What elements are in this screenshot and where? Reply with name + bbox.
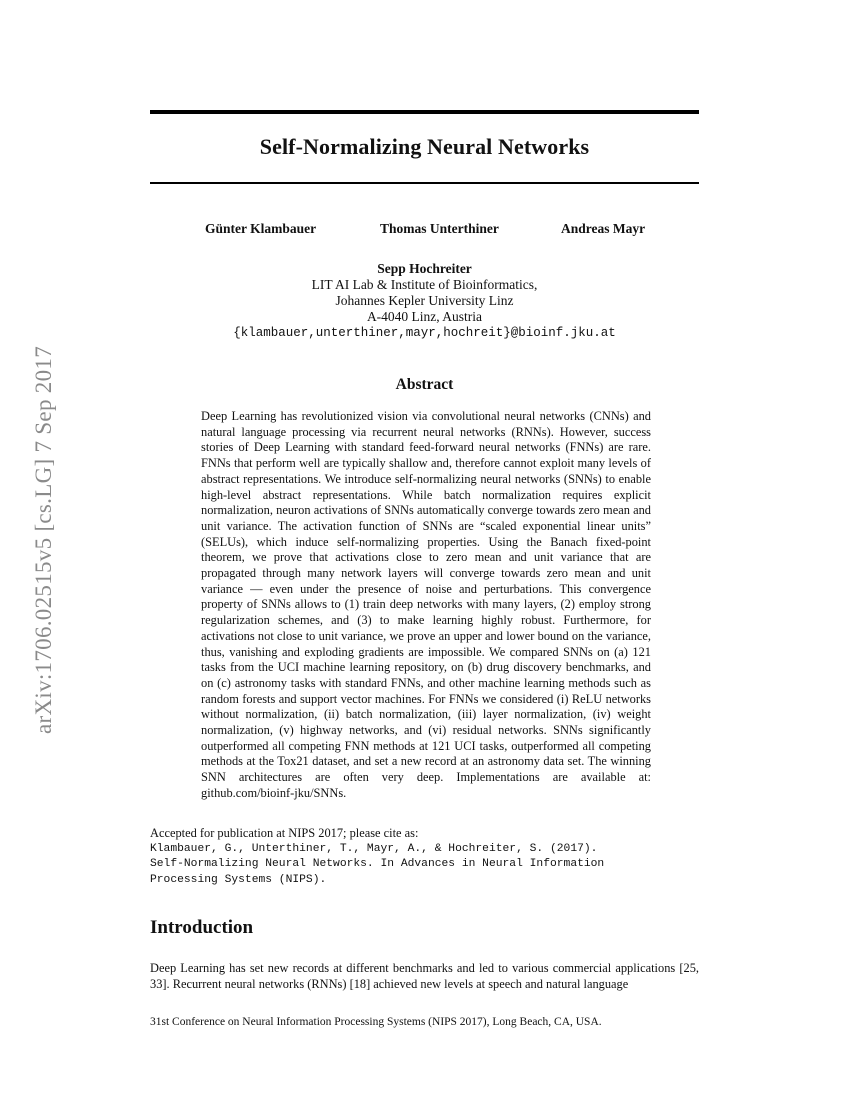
abstract-heading: Abstract [395,376,454,393]
acceptance-note: Accepted for publication at NIPS 2017; please cite as: [150,826,419,840]
acceptance-note-block [150,826,710,888]
title-top-rule [150,110,699,114]
conference-footnote: 31st Conference on Neural Information Processing Systems (NIPS 2017), Long Beach, CA, USA. [150,1016,602,1028]
citation-text: Klambauer, G., Unterthiner, T., Mayr, A., & Hochreiter, S. (2017). Self-Normalizing Neural Networks. In Advances in Neural Information Processing Systems (NIPS). [150,842,605,886]
arxiv-stamp: arXiv:1706.02515v5 [cs.LG] 7 Sep 2017 [31,346,56,734]
abstract-text: Deep Learning has revolutionized vision via convolutional neural networks (CNNs) and natural language processing via recurrent neural networks (RNNs). However, success stories of Deep Learning with standard feed-forward neural networks (FNNs) are rare. FNNs that perform well are typically shallow and, therefore cannot exploit many levels of abstract representations. We introduce self-normalizing neural networks (SNNs) to enable high-level abstract representations. While batch normalization requires explicit normalization, neuron activations of SNNs automatically converge towards zero mean and unit variance. The activation function of SNNs are “scaled exponential linear units” (SELUs), which induce self-normalizing properties. Using the Banach fixed-point theorem, we prove that activations close to zero mean and unit variance that are propagated through many network layers will converge towards zero mean and unit variance — even under the presence of noise and perturbations. This convergence property of SNNs allows to (1) train deep networks with many layers, (2) employ strong regularization schemes, and (3) to make learning highly robust. Furthermore, for activations not close to unit variance, we prove an upper and lower bound on the variance, thus, vanishing and exploding gradients are impossible. We compared SNNs on (a) 121 tasks from the UCI machine learning repository, on (b) drug discovery benchmarks, and on (c) astronomy tasks with standard FNNs, and other machine learning methods such as random forests and support vector machines. For FNNs we considered (i) ReLU networks without normalization, (ii) batch normalization, (iii) layer normalization, (iv) weight normalization, (v) highway networks, and (vi) residual networks. SNNs significantly outperformed all competing FNN methods at 121 UCI tasks, outperformed all competing methods at the Tox21 dataset, and set a new record at an astronomy data set. The winning SNN architectures are often very deep. Implementations are available at: github.com/bioinf-jku/SNNs. [201,409,651,800]
author-name: Thomas Unterthiner [380,221,499,236]
affiliation-line: Johannes Kepler University Linz [335,293,514,308]
affiliation-line: A-4040 Linz, Austria [366,309,483,324]
title-bottom-rule [150,182,699,184]
affiliation-block [150,261,699,341]
introduction-text: Deep Learning has set new records at different benchmarks and led to various commercial applications [25, 33]. Recurrent neural networks (RNNs) [18] achieved new levels at speech and natural language [150,961,699,991]
author-name: Sepp Hochreiter [377,261,472,276]
affiliation-line: LIT AI Lab & Institute of Bioinformatics, [311,277,538,292]
author-emails: {klambauer,unterthiner,mayr,hochreit}@bioinf.jku.at [233,326,616,340]
paper-title: Self-Normalizing Neural Networks [259,134,590,159]
author-name: Andreas Mayr [561,221,646,236]
section-heading-introduction: Introduction [150,917,254,938]
author-name: Günter Klambauer [205,221,317,236]
